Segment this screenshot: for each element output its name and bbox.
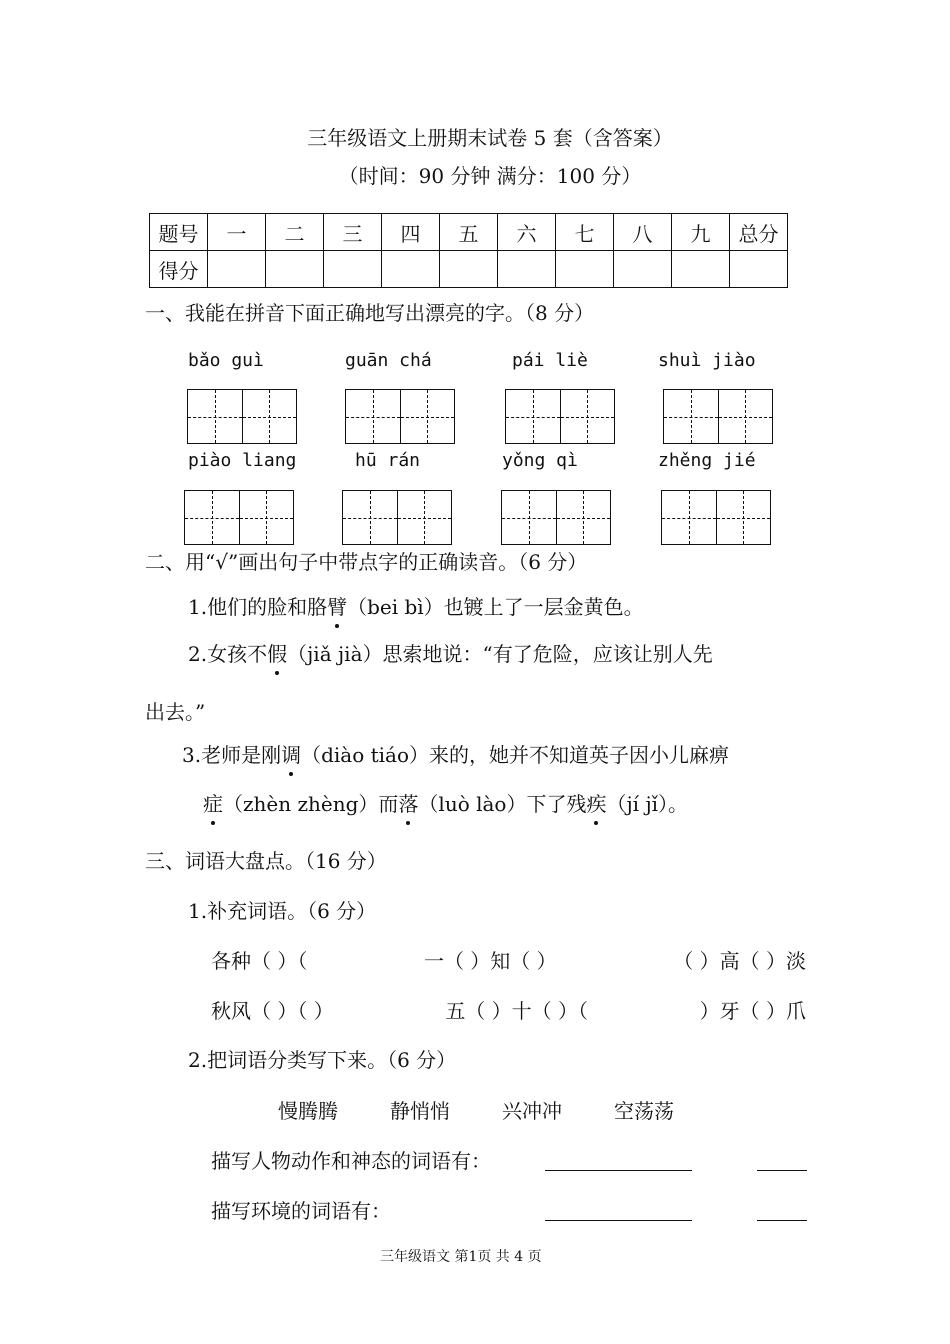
- writing-grid[interactable]: [661, 490, 771, 545]
- score-header-cell: 一: [208, 214, 266, 251]
- page-footer: 三年级语文 第1页 共 4 页: [380, 1249, 542, 1265]
- pronunciation-choices[interactable]: （jí jǐ）。: [606, 792, 689, 816]
- score-cell[interactable]: [614, 251, 672, 288]
- score-cell[interactable]: [382, 251, 440, 288]
- pinyin-label: hū rán: [355, 450, 421, 471]
- writing-grid[interactable]: [501, 490, 611, 545]
- pinyin-label: guān chá: [345, 350, 432, 371]
- pinyin-label: piào liang: [188, 450, 297, 471]
- question-2-3-continued: [203, 788, 688, 817]
- score-header-cell: 五: [440, 214, 498, 251]
- page-title: 三年级语文上册期末试卷 5 套（含答案）: [307, 126, 673, 150]
- score-header-cell: 三: [324, 214, 382, 251]
- score-cell[interactable]: [556, 251, 614, 288]
- word-item: 兴冲冲: [502, 1099, 562, 1123]
- score-table-score-row: [150, 251, 788, 288]
- fill-in-item[interactable]: 一（ ）知（ ）: [423, 949, 557, 973]
- writing-grid[interactable]: [663, 389, 773, 444]
- writing-grid[interactable]: [505, 389, 615, 444]
- fill-in-row: [211, 945, 806, 974]
- dotted-char: 症: [203, 788, 223, 817]
- word-item: 慢腾腾: [278, 1099, 338, 1123]
- pronunciation-choices[interactable]: （diào tiáo）来的，她并不知道英子因小儿麻痹: [301, 743, 730, 767]
- dotted-char: 臂: [327, 591, 347, 620]
- fill-in-item[interactable]: 各种（ ）（: [211, 949, 308, 973]
- score-header-cell: 七: [556, 214, 614, 251]
- score-header-cell: 总分: [730, 214, 788, 251]
- question-2-3: 3.老师是刚调（diào tiáo）来的，她并不知道英子因小儿麻痹: [182, 739, 729, 768]
- section2-heading: 二、用“√”画出句子中带点字的正确读音。（6 分）: [145, 550, 588, 574]
- score-row-label: 得分: [150, 251, 208, 288]
- fill-in-item[interactable]: （ ）高（ ）淡: [673, 949, 806, 973]
- score-cell[interactable]: [324, 251, 382, 288]
- question-2-1: 1.他们的脸和胳臂（bei bì）也镀上了一层金黄色。: [188, 591, 644, 620]
- score-cell[interactable]: [440, 251, 498, 288]
- score-header-cell: 二: [266, 214, 324, 251]
- answer-line[interactable]: [545, 1220, 692, 1221]
- dotted-char: 落: [398, 788, 418, 817]
- category-label: 描写人物动作和神态的词语有：: [211, 1149, 491, 1173]
- score-header-cell: 六: [498, 214, 556, 251]
- score-cell[interactable]: [672, 251, 730, 288]
- category-label: 描写环境的词语有：: [211, 1199, 391, 1223]
- word-item: 空荡荡: [614, 1099, 674, 1123]
- dotted-char: 调: [281, 739, 301, 768]
- answer-line[interactable]: [545, 1170, 692, 1171]
- score-cell[interactable]: [266, 251, 324, 288]
- pinyin-label: shuì jiào: [658, 350, 756, 371]
- score-header-cell: 九: [672, 214, 730, 251]
- question-2-2-continued: 出去。”: [145, 700, 206, 724]
- question-2-2: 2.女孩不假（jiǎ jià）思索地说：“有了危险，应该让别人先: [188, 638, 713, 667]
- pinyin-label: yǒng qì: [502, 450, 578, 471]
- score-cell[interactable]: [208, 251, 266, 288]
- fill-in-item[interactable]: 五（ ）十（ ）（: [445, 999, 589, 1023]
- fill-in-item[interactable]: ）牙（ ）爪: [699, 999, 806, 1023]
- score-cell[interactable]: [498, 251, 556, 288]
- section1-heading: 一、我能在拼音下面正确地写出漂亮的字。（8 分）: [145, 301, 595, 325]
- score-cell[interactable]: [730, 251, 788, 288]
- subquestion-3-1: 1.补充词语。（6 分）: [188, 899, 377, 923]
- score-header-cell: 四: [382, 214, 440, 251]
- subquestion-3-2: 2.把词语分类写下来。（6 分）: [188, 1048, 457, 1072]
- dotted-char: 疾: [586, 788, 606, 817]
- pronunciation-choices[interactable]: （luò lào）下了残: [418, 792, 587, 816]
- pronunciation-choices[interactable]: （jiǎ jià）思索地说：“有了危险，应该让别人先: [287, 642, 713, 666]
- writing-grid[interactable]: [342, 490, 452, 545]
- score-table: [149, 213, 788, 288]
- page-subtitle: （时间：90 分钟 满分：100 分）: [338, 164, 642, 188]
- fill-in-item[interactable]: 秋风（ ）（ ）: [211, 999, 334, 1023]
- writing-grid[interactable]: [345, 389, 455, 444]
- writing-grid[interactable]: [187, 389, 297, 444]
- answer-line[interactable]: [757, 1220, 807, 1221]
- score-header-cell: 八: [614, 214, 672, 251]
- pinyin-label: pái liè: [512, 350, 588, 371]
- answer-line[interactable]: [757, 1170, 807, 1171]
- word-item: 静悄悄: [390, 1099, 450, 1123]
- pinyin-label: bǎo guì: [188, 350, 264, 371]
- section3-heading: 三、词语大盘点。（16 分）: [145, 849, 387, 873]
- pinyin-label: zhěng jié: [658, 450, 756, 471]
- score-header-cell: 题号: [150, 214, 208, 251]
- pronunciation-choices[interactable]: （bei bì）也镀上了一层金黄色。: [347, 595, 644, 619]
- score-table-header-row: [150, 214, 788, 251]
- fill-in-row: [211, 995, 806, 1024]
- dotted-char: 假: [267, 638, 287, 667]
- writing-grid[interactable]: [184, 490, 294, 545]
- pronunciation-choices[interactable]: （zhèn zhèng）而: [223, 792, 399, 816]
